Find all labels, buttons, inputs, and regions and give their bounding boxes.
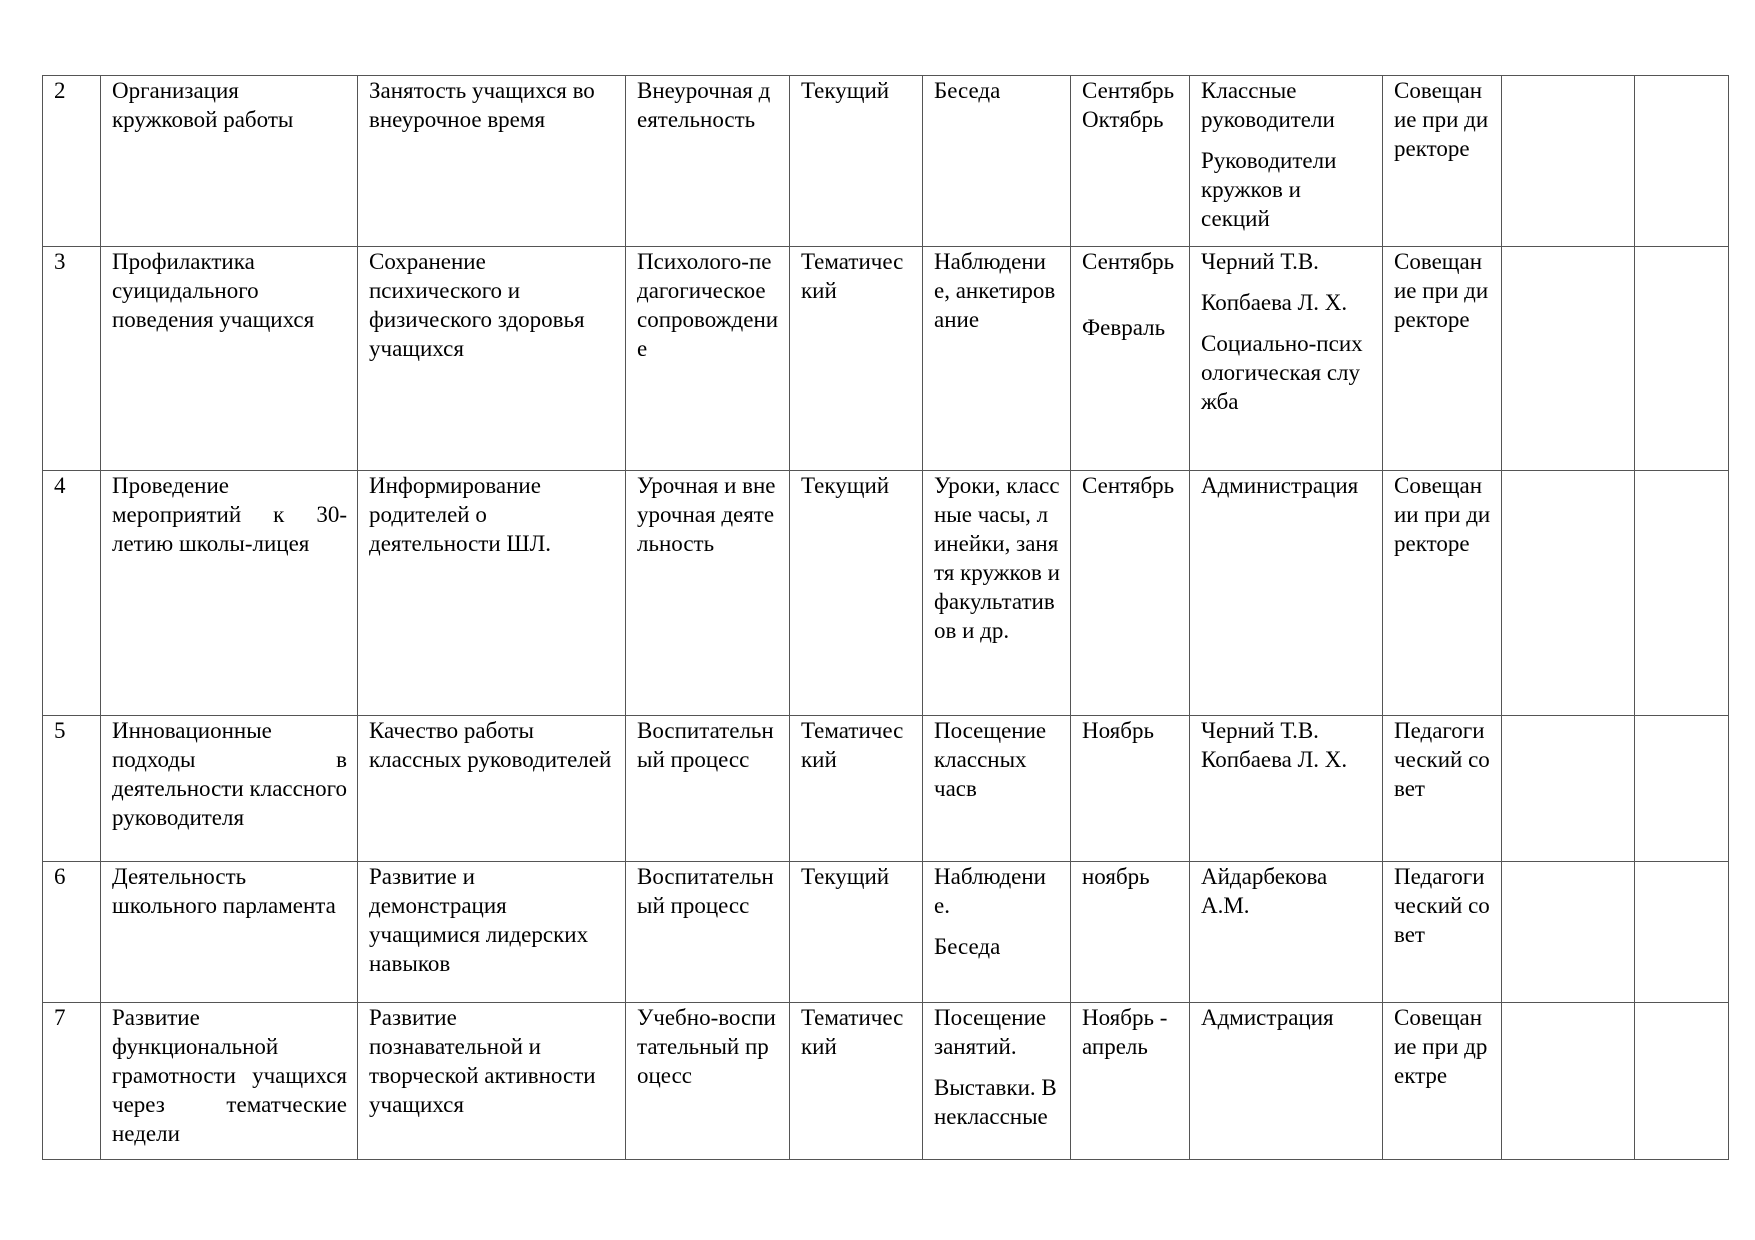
cell-result: Совещание при директоре: [1383, 247, 1502, 471]
cell-extra-1: [1502, 76, 1635, 247]
control-plan-table: [42, 75, 1729, 1160]
cell-result: Педагогический совет: [1383, 862, 1502, 1003]
table-row: [43, 76, 1729, 247]
cell-number: 4: [43, 471, 101, 716]
cell-method: Посещение занятий. Выставки. Внеклассные: [923, 1003, 1071, 1160]
cell-method: Наблюдение, анкетирование: [923, 247, 1071, 471]
cell-number: 5: [43, 716, 101, 862]
cell-goal: Сохранение психического и физического здоровья учащихся: [358, 247, 626, 471]
cell-object: Психолого-педагогическое сопровождение: [626, 247, 790, 471]
table-row: [43, 862, 1729, 1003]
cell-result: Совещании при директоре: [1383, 471, 1502, 716]
cell-extra-1: [1502, 1003, 1635, 1160]
cell-goal: Информирование родителей о деятельности ШЛ.: [358, 471, 626, 716]
table-row: [43, 716, 1729, 862]
cell-extra-1: [1502, 471, 1635, 716]
cell-responsible: Черний Т.В. Копбаева Л. Х. Социально-психологическая служба: [1190, 247, 1383, 471]
cell-term: Сентябрь Февраль: [1071, 247, 1190, 471]
cell-term: Ноябрь: [1071, 716, 1190, 862]
table-row: [43, 1003, 1729, 1160]
cell-method: Беседа: [923, 76, 1071, 247]
cell-object: Воспитательный процесс: [626, 862, 790, 1003]
cell-number: 7: [43, 1003, 101, 1160]
cell-control-type: Текущий: [790, 471, 923, 716]
cell-result: Совещание при директоре: [1383, 76, 1502, 247]
cell-object: Учебно-воспитательный процесс: [626, 1003, 790, 1160]
table-row: [43, 471, 1729, 716]
cell-control-type: Текущий: [790, 76, 923, 247]
cell-extra-2: [1635, 716, 1729, 862]
cell-term: Ноябрь - апрель: [1071, 1003, 1190, 1160]
cell-object: Урочная и внеурочная деятельность: [626, 471, 790, 716]
cell-control-type: Тематический: [790, 1003, 923, 1160]
cell-number: 2: [43, 76, 101, 247]
cell-responsible: Классные руководители Руководители кружков и секций: [1190, 76, 1383, 247]
cell-term: ноябрь: [1071, 862, 1190, 1003]
cell-topic: Профилактика суицидального поведения учащихся: [101, 247, 358, 471]
cell-goal: Качество работы классных руководителей: [358, 716, 626, 862]
cell-extra-1: [1502, 247, 1635, 471]
cell-responsible: Адмистрация: [1190, 1003, 1383, 1160]
cell-topic: Проведение мероприятий к 30-летию школы-лицея: [101, 471, 358, 716]
cell-number: 3: [43, 247, 101, 471]
cell-extra-1: [1502, 716, 1635, 862]
cell-extra-1: [1502, 862, 1635, 1003]
cell-object: Воспитательный процесс: [626, 716, 790, 862]
cell-topic: Организация кружковой работы: [101, 76, 358, 247]
cell-term: Сентябрь Октябрь: [1071, 76, 1190, 247]
cell-control-type: Тематический: [790, 247, 923, 471]
cell-responsible: Администрация: [1190, 471, 1383, 716]
cell-extra-2: [1635, 1003, 1729, 1160]
cell-term: Сентябрь: [1071, 471, 1190, 716]
cell-responsible: Айдарбекова А.М.: [1190, 862, 1383, 1003]
cell-extra-2: [1635, 76, 1729, 247]
table-row: [43, 247, 1729, 471]
cell-topic: Деятельность школьного парламента: [101, 862, 358, 1003]
cell-responsible: Черний Т.В. Копбаева Л. Х.: [1190, 716, 1383, 862]
cell-extra-2: [1635, 247, 1729, 471]
cell-number: 6: [43, 862, 101, 1003]
cell-extra-2: [1635, 471, 1729, 716]
cell-goal: Занятость учащихся во внеурочное время: [358, 76, 626, 247]
cell-result: Педагогический совет: [1383, 716, 1502, 862]
cell-control-type: Текущий: [790, 862, 923, 1003]
cell-method: Наблюдение. Беседа: [923, 862, 1071, 1003]
cell-goal: Развитие и демонстрация учащимися лидерских навыков: [358, 862, 626, 1003]
cell-method: Уроки, классные часы, линейки, занятя кружков и факультативов и др.: [923, 471, 1071, 716]
cell-topic: Развитие функциональной грамотности учащихся через тематческие недели: [101, 1003, 358, 1160]
cell-result: Совещание при дректре: [1383, 1003, 1502, 1160]
cell-topic: Инновационные подходы в деятельности классного руководителя: [101, 716, 358, 862]
cell-extra-2: [1635, 862, 1729, 1003]
cell-goal: Развитие познавательной и творческой активности учащихся: [358, 1003, 626, 1160]
cell-object: Внеурочная деятельность: [626, 76, 790, 247]
cell-method: Посещение классных часв: [923, 716, 1071, 862]
cell-control-type: Тематический: [790, 716, 923, 862]
